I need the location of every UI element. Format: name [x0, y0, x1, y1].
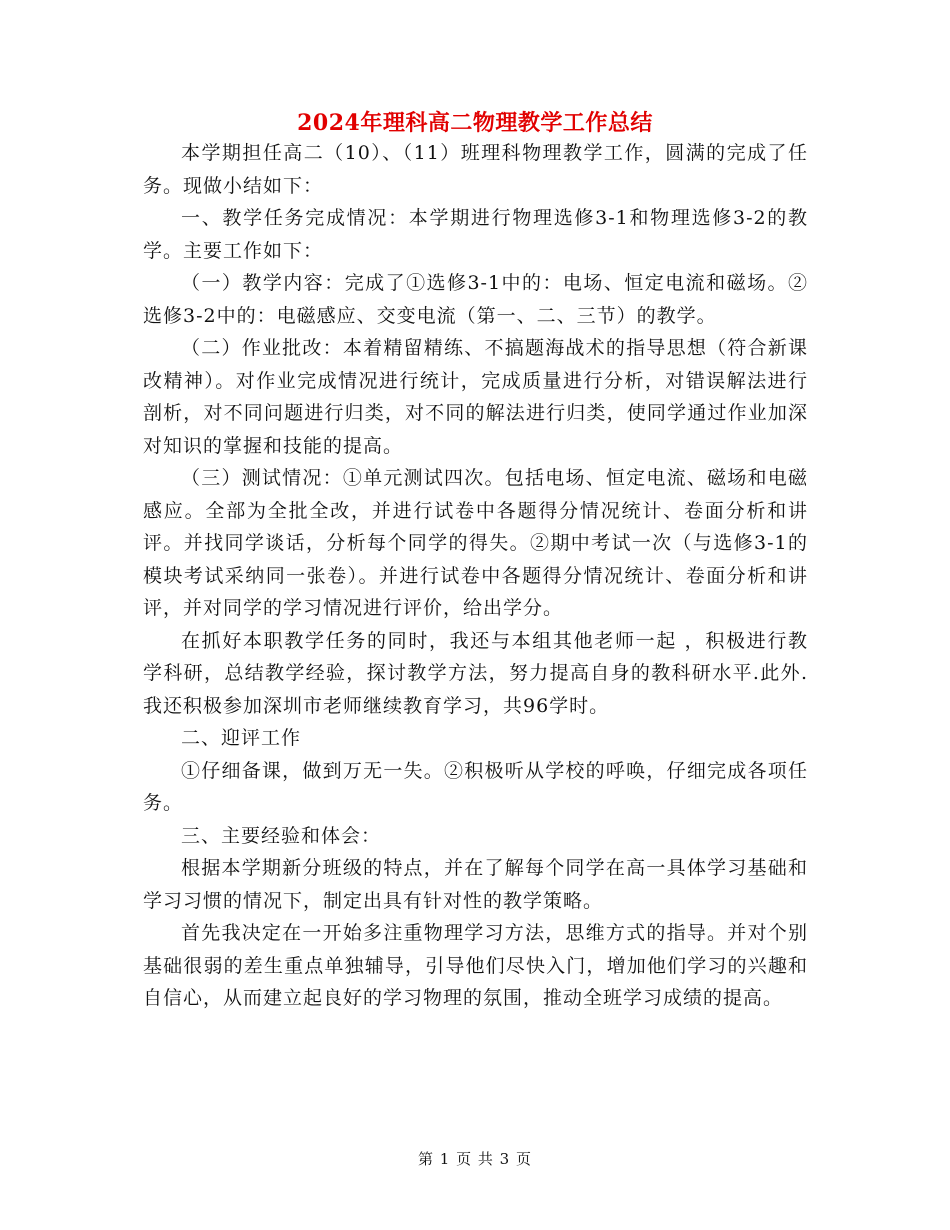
document-title: 2024年理科高二物理教学工作总结 — [297, 110, 653, 136]
paragraph-intro: 本学期担任高二（10）、（11）班理科物理教学工作，圆满的完成了任务。现做小结如下： — [143, 142, 808, 197]
page-number-footer: 第 1 页 共 3 页 — [418, 1150, 532, 1168]
paragraph-section-2-heading: 二、迎评工作 — [181, 727, 302, 749]
paragraph-homework-grading: （二）作业批改：本着精留精练、不搞题海战术的指导思想（符合新课改精神）。对作业完成情况进行统计，完成质量进行分析，对错误解法进行剖析，对不同问题进行归类，对不同的解法进行归类，使同学通过作业加深对知识的掌握和技能的提高。 — [143, 337, 808, 457]
paragraph-section-3-heading: 三、主要经验和体会： — [181, 824, 382, 847]
document-body — [143, 137, 808, 1015]
paragraph-testing: （三）测试情况：①单元测试四次。包括电场、恒定电流、磁场和电磁感应。全部为全批全改，并进行试卷中各题得分情况统计、卷面分析和讲评。并找同学谈话，分析每个同学的得失。②期中考试一次（与选修3-1的模块考试采纳同一张卷）。并进行试卷中各题得分情况统计、卷面分析和讲评，并对同学的学习情况进行评价，给出学分。 — [143, 467, 808, 619]
paragraph-section-1-heading: 一、教学任务完成情况：本学期进行物理选修3-1和物理选修3-2的教学。主要工作如下： — [143, 207, 808, 262]
paragraph-strategy: 根据本学期新分班级的特点，并在了解每个同学在高一具体学习基础和学习习惯的情况下，制定出具有针对性的教学策略。 — [143, 857, 808, 912]
paragraph-research: 在抓好本职教学任务的同时，我还与本组其他老师一起 ，积极进行教学科研，总结教学经验，探讨教学方法，努力提高自身的教科研水平.此外.我还积极参加深圳市老师继续教育学习，共96学时。 — [143, 629, 808, 717]
paragraph-evaluation-work: ①仔细备课，做到万无一失。②积极听从学校的呼唤，仔细完成各项任务。 — [143, 759, 808, 814]
paragraph-method-guidance: 首先我决定在一开始多注重物理学习方法，思维方式的指导。并对个别基础很弱的差生重点单独辅导，引导他们尽快入门，增加他们学习的兴趣和自信心，从而建立起良好的学习物理的氛围，推动全班学习成绩的提高。 — [143, 922, 808, 1009]
paragraph-teaching-content: （一）教学内容：完成了①选修3-1中的：电场、恒定电流和磁场。②选修3-2中的：电磁感应、交变电流（第一、二、三节）的教学。 — [143, 272, 808, 327]
